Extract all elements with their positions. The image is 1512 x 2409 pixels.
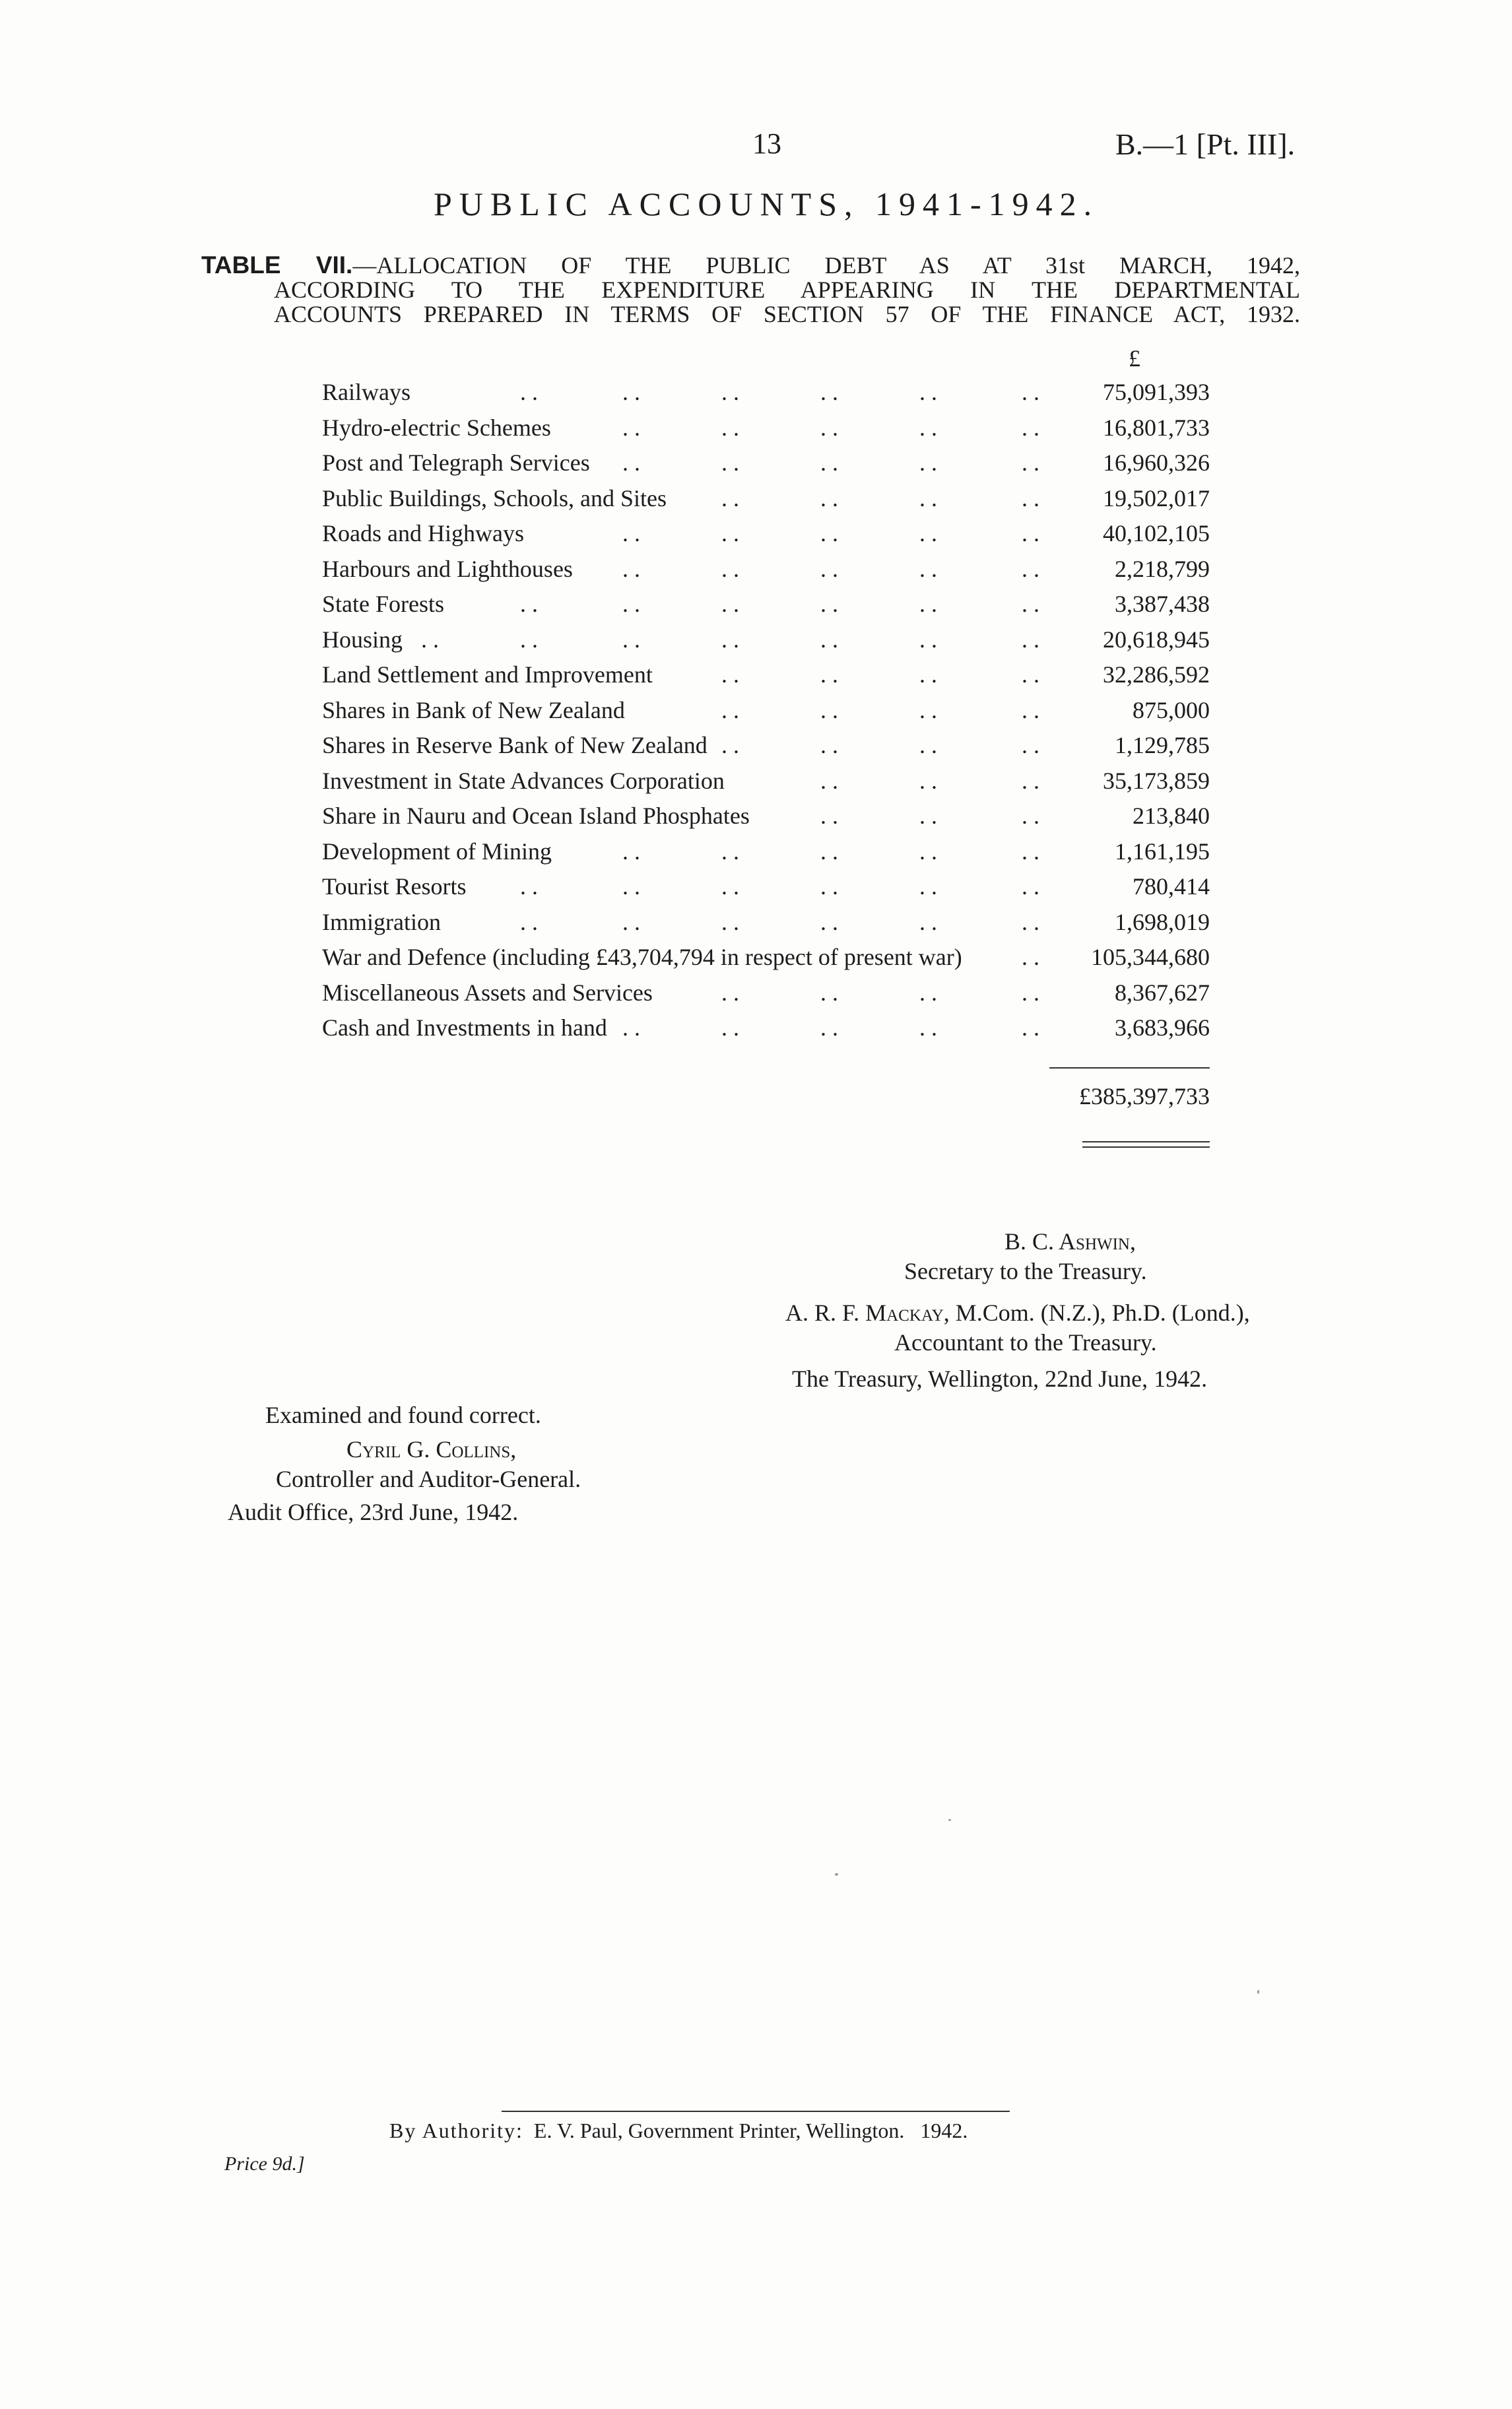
table-row xyxy=(322,905,1210,940)
table-row xyxy=(322,693,1210,729)
leader-dots: . . xyxy=(919,414,937,441)
table-row xyxy=(322,481,1210,517)
row-amount: 32,286,592 xyxy=(1103,661,1210,688)
leader-dots: . . xyxy=(721,838,739,865)
row-label: Housing xyxy=(322,626,403,653)
leader-dots: . . xyxy=(1022,732,1039,758)
row-amount: 2,218,799 xyxy=(1115,555,1210,582)
leader-dots: . . xyxy=(919,484,937,512)
leader-dots: . . xyxy=(622,1014,640,1041)
row-amount: 16,960,326 xyxy=(1103,449,1210,476)
leader-dots: . . xyxy=(820,555,838,582)
leader-dots: . . xyxy=(1022,944,1039,970)
leader-dots: . . xyxy=(820,591,838,617)
leader-dots: . . xyxy=(1022,767,1039,794)
leader-dots: . . xyxy=(820,767,838,794)
leader-dots: . . xyxy=(919,449,937,476)
leader-dots: . . xyxy=(622,414,640,441)
leader-dots: . . xyxy=(622,520,640,546)
table-row xyxy=(322,516,1210,552)
row-label: State Forests xyxy=(322,591,444,617)
row-label: Miscellaneous Assets and Services xyxy=(322,979,653,1006)
leader-dots: . . xyxy=(622,449,640,476)
row-label: Railways xyxy=(322,379,411,405)
leader-dots: . . xyxy=(1022,591,1039,617)
leader-dots: . . xyxy=(421,626,439,653)
row-label: Post and Telegraph Services xyxy=(322,449,590,476)
leader-dots: . . xyxy=(721,555,739,582)
leader-dots: . . xyxy=(1022,449,1039,476)
leader-dots: . . xyxy=(919,591,937,617)
leader-dots: . . xyxy=(721,484,739,512)
row-label: Tourist Resorts xyxy=(322,873,467,900)
leader-dots: . . xyxy=(820,379,838,405)
row-amount: 19,502,017 xyxy=(1103,484,1210,512)
table-row xyxy=(322,764,1210,799)
leader-dots: . . xyxy=(1022,979,1039,1006)
leader-dots: . . xyxy=(820,484,838,512)
accountant-qualifications: M.Com. (N.Z.), Ph.D. (Lond.), xyxy=(955,1300,1250,1326)
row-amount: 105,344,680 xyxy=(1091,944,1210,970)
page-title: PUBLIC ACCOUNTS, 1941-1942. xyxy=(434,185,1100,222)
leader-dots: . . xyxy=(919,555,937,582)
scan-speck xyxy=(948,1819,951,1821)
leader-dots: . . xyxy=(820,449,838,476)
leader-dots: . . xyxy=(1022,555,1039,582)
table-heading-line-3: ACCOUNTS PREPARED IN TERMS OF SECTION 57 OF THE FINANCE ACT, 1932. xyxy=(274,301,1300,327)
row-label: War and Defence (including £43,704,794 in respect of present war) xyxy=(322,944,962,970)
leader-dots: . . xyxy=(919,908,937,935)
leader-dots: . . xyxy=(520,379,538,405)
row-label: Shares in Bank of New Zealand xyxy=(322,696,625,723)
row-label: Investment in State Advances Corporation xyxy=(322,767,725,794)
leader-dots: . . xyxy=(1022,873,1039,900)
auditor-name-text: Cyril G. Collins, xyxy=(346,1436,517,1463)
leader-dots: . . xyxy=(1022,803,1039,829)
table-row xyxy=(322,728,1210,764)
auditor-title: Controller and Auditor-General. xyxy=(276,1466,581,1492)
row-amount: 40,102,105 xyxy=(1103,520,1210,546)
table-heading-line-2: ACCORDING TO THE EXPENDITURE APPEARING IN THE DEPARTMENTAL xyxy=(274,277,1300,303)
grand-total: £385,397,733 xyxy=(1079,1083,1210,1109)
table-row xyxy=(322,411,1210,446)
leader-dots: . . xyxy=(820,873,838,900)
row-label: Cash and Investments in hand xyxy=(322,1014,607,1041)
leader-dots: . . xyxy=(1022,414,1039,441)
row-amount: 1,698,019 xyxy=(1115,908,1210,935)
row-amount: 16,801,733 xyxy=(1103,414,1210,441)
printer-authority xyxy=(389,2119,968,2143)
leader-dots: . . xyxy=(1022,838,1039,865)
leader-dots: . . xyxy=(1022,908,1039,935)
total-double-rule-2 xyxy=(1082,1146,1210,1148)
leader-dots: . . xyxy=(721,908,739,935)
leader-dots: . . xyxy=(820,908,838,935)
leader-dots: . . xyxy=(622,908,640,935)
leader-dots: . . xyxy=(721,732,739,758)
leader-dots: . . xyxy=(1022,661,1039,688)
audit-date: Audit Office, 23rd June, 1942. xyxy=(228,1499,519,1525)
row-amount: 213,840 xyxy=(1133,803,1210,829)
leader-dots: . . xyxy=(919,379,937,405)
price: Price 9d.] xyxy=(224,2153,305,2175)
accountant-name: A. R. F. Mackay, xyxy=(785,1300,950,1326)
treasury-date: The Treasury, Wellington, 22nd June, 1942. xyxy=(792,1366,1208,1392)
auditor-name xyxy=(346,1436,516,1463)
table-row xyxy=(322,799,1210,834)
row-label: Public Buildings, Schools, and Sites xyxy=(322,484,667,512)
leader-dots: . . xyxy=(820,732,838,758)
print-year: 1942. xyxy=(920,2119,968,2142)
row-amount: 35,173,859 xyxy=(1103,767,1210,794)
leader-dots: . . xyxy=(721,1014,739,1041)
scan-speck xyxy=(835,1873,838,1876)
leader-dots: . . xyxy=(919,767,937,794)
row-label: Roads and Highways xyxy=(322,520,524,546)
row-amount: 75,091,393 xyxy=(1103,379,1210,405)
leader-dots: . . xyxy=(919,1014,937,1041)
authority-text: E. V. Paul, Government Printer, Wellington. xyxy=(533,2119,905,2142)
leader-dots: . . xyxy=(1022,484,1039,512)
leader-dots: . . xyxy=(820,414,838,441)
table-heading-line-1 xyxy=(201,253,1300,278)
row-amount: 8,367,627 xyxy=(1115,979,1210,1006)
row-amount: 20,618,945 xyxy=(1103,626,1210,653)
table-row xyxy=(322,622,1210,658)
leader-dots: . . xyxy=(820,838,838,865)
row-label: Land Settlement and Improvement xyxy=(322,661,653,688)
secretary-title: Secretary to the Treasury. xyxy=(904,1258,1147,1284)
row-label: Share in Nauru and Ocean Island Phosphates xyxy=(322,803,750,829)
leader-dots: . . xyxy=(1022,626,1039,653)
accountant-title: Accountant to the Treasury. xyxy=(894,1329,1157,1356)
total-double-rule-1 xyxy=(1082,1141,1210,1142)
table-row xyxy=(322,552,1210,587)
leader-dots: . . xyxy=(820,979,838,1006)
leader-dots: . . xyxy=(919,838,937,865)
row-label: Hydro-electric Schemes xyxy=(322,414,551,441)
leader-dots: . . xyxy=(721,696,739,723)
leader-dots: . . xyxy=(919,803,937,829)
table-row xyxy=(322,940,1210,975)
row-amount: 1,161,195 xyxy=(1115,838,1210,865)
leader-dots: . . xyxy=(721,979,739,1006)
leader-dots: . . xyxy=(820,696,838,723)
audit-examined: Examined and found correct. xyxy=(265,1402,541,1428)
table-row xyxy=(322,834,1210,870)
leader-dots: . . xyxy=(721,449,739,476)
row-label: Immigration xyxy=(322,908,441,935)
leader-dots: . . xyxy=(520,908,538,935)
debt-allocation-table xyxy=(322,375,1210,1046)
leader-dots: . . xyxy=(622,873,640,900)
leader-dots: . . xyxy=(622,838,640,865)
leader-dots: . . xyxy=(721,414,739,441)
scan-speck xyxy=(1257,1990,1259,1994)
leader-dots: . . xyxy=(721,661,739,688)
table-heading-text-1: —ALLOCATION OF THE PUBLIC DEBT AS AT 31st MARCH, 1942, xyxy=(352,252,1300,279)
footer-rule xyxy=(502,2111,1010,2112)
leader-dots: . . xyxy=(919,520,937,546)
leader-dots: . . xyxy=(919,979,937,1006)
leader-dots: . . xyxy=(820,1014,838,1041)
table-row xyxy=(322,1010,1210,1046)
leader-dots: . . xyxy=(1022,520,1039,546)
document-reference: B.—1 [Pt. III]. xyxy=(1115,127,1296,161)
leader-dots: . . xyxy=(721,626,739,653)
leader-dots: . . xyxy=(520,873,538,900)
leader-dots: . . xyxy=(820,803,838,829)
leader-dots: . . xyxy=(1022,379,1039,405)
row-label: Harbours and Lighthouses xyxy=(322,555,573,582)
table-row xyxy=(322,657,1210,693)
row-label: Shares in Reserve Bank of New Zealand xyxy=(322,732,707,758)
leader-dots: . . xyxy=(820,520,838,546)
page-number: 13 xyxy=(752,127,781,160)
leader-dots: . . xyxy=(919,696,937,723)
currency-symbol: £ xyxy=(1129,345,1140,372)
leader-dots: . . xyxy=(919,873,937,900)
leader-dots: . . xyxy=(919,661,937,688)
leader-dots: . . xyxy=(721,379,739,405)
leader-dots: . . xyxy=(820,661,838,688)
leader-dots: . . xyxy=(820,626,838,653)
authority-prefix: By Authority: xyxy=(389,2119,523,2142)
leader-dots: . . xyxy=(919,626,937,653)
row-amount: 875,000 xyxy=(1133,696,1210,723)
row-amount: 3,683,966 xyxy=(1115,1014,1210,1041)
row-amount: 1,129,785 xyxy=(1115,732,1210,758)
table-row xyxy=(322,446,1210,481)
secretary-name xyxy=(1004,1228,1136,1255)
secretary-name-text: B. C. Ashwin, xyxy=(1004,1228,1136,1255)
accountant-line xyxy=(785,1299,1250,1327)
leader-dots: . . xyxy=(520,591,538,617)
row-label: Development of Mining xyxy=(322,838,552,865)
leader-dots: . . xyxy=(520,626,538,653)
leader-dots: . . xyxy=(721,873,739,900)
leader-dots: . . xyxy=(1022,1014,1039,1041)
leader-dots: . . xyxy=(622,626,640,653)
row-amount: 780,414 xyxy=(1133,873,1210,900)
table-row xyxy=(322,869,1210,905)
leader-dots: . . xyxy=(721,591,739,617)
table-label: TABLE VII. xyxy=(201,251,353,279)
leader-dots: . . xyxy=(919,732,937,758)
leader-dots: . . xyxy=(1022,696,1039,723)
table-row xyxy=(322,375,1210,411)
table-heading xyxy=(201,253,1300,327)
leader-dots: . . xyxy=(721,520,739,546)
leader-dots: . . xyxy=(622,591,640,617)
table-row xyxy=(322,587,1210,622)
row-amount: 3,387,438 xyxy=(1115,591,1210,617)
table-row xyxy=(322,975,1210,1011)
leader-dots: . . xyxy=(622,379,640,405)
leader-dots: . . xyxy=(622,555,640,582)
total-rule-top xyxy=(1049,1067,1210,1069)
